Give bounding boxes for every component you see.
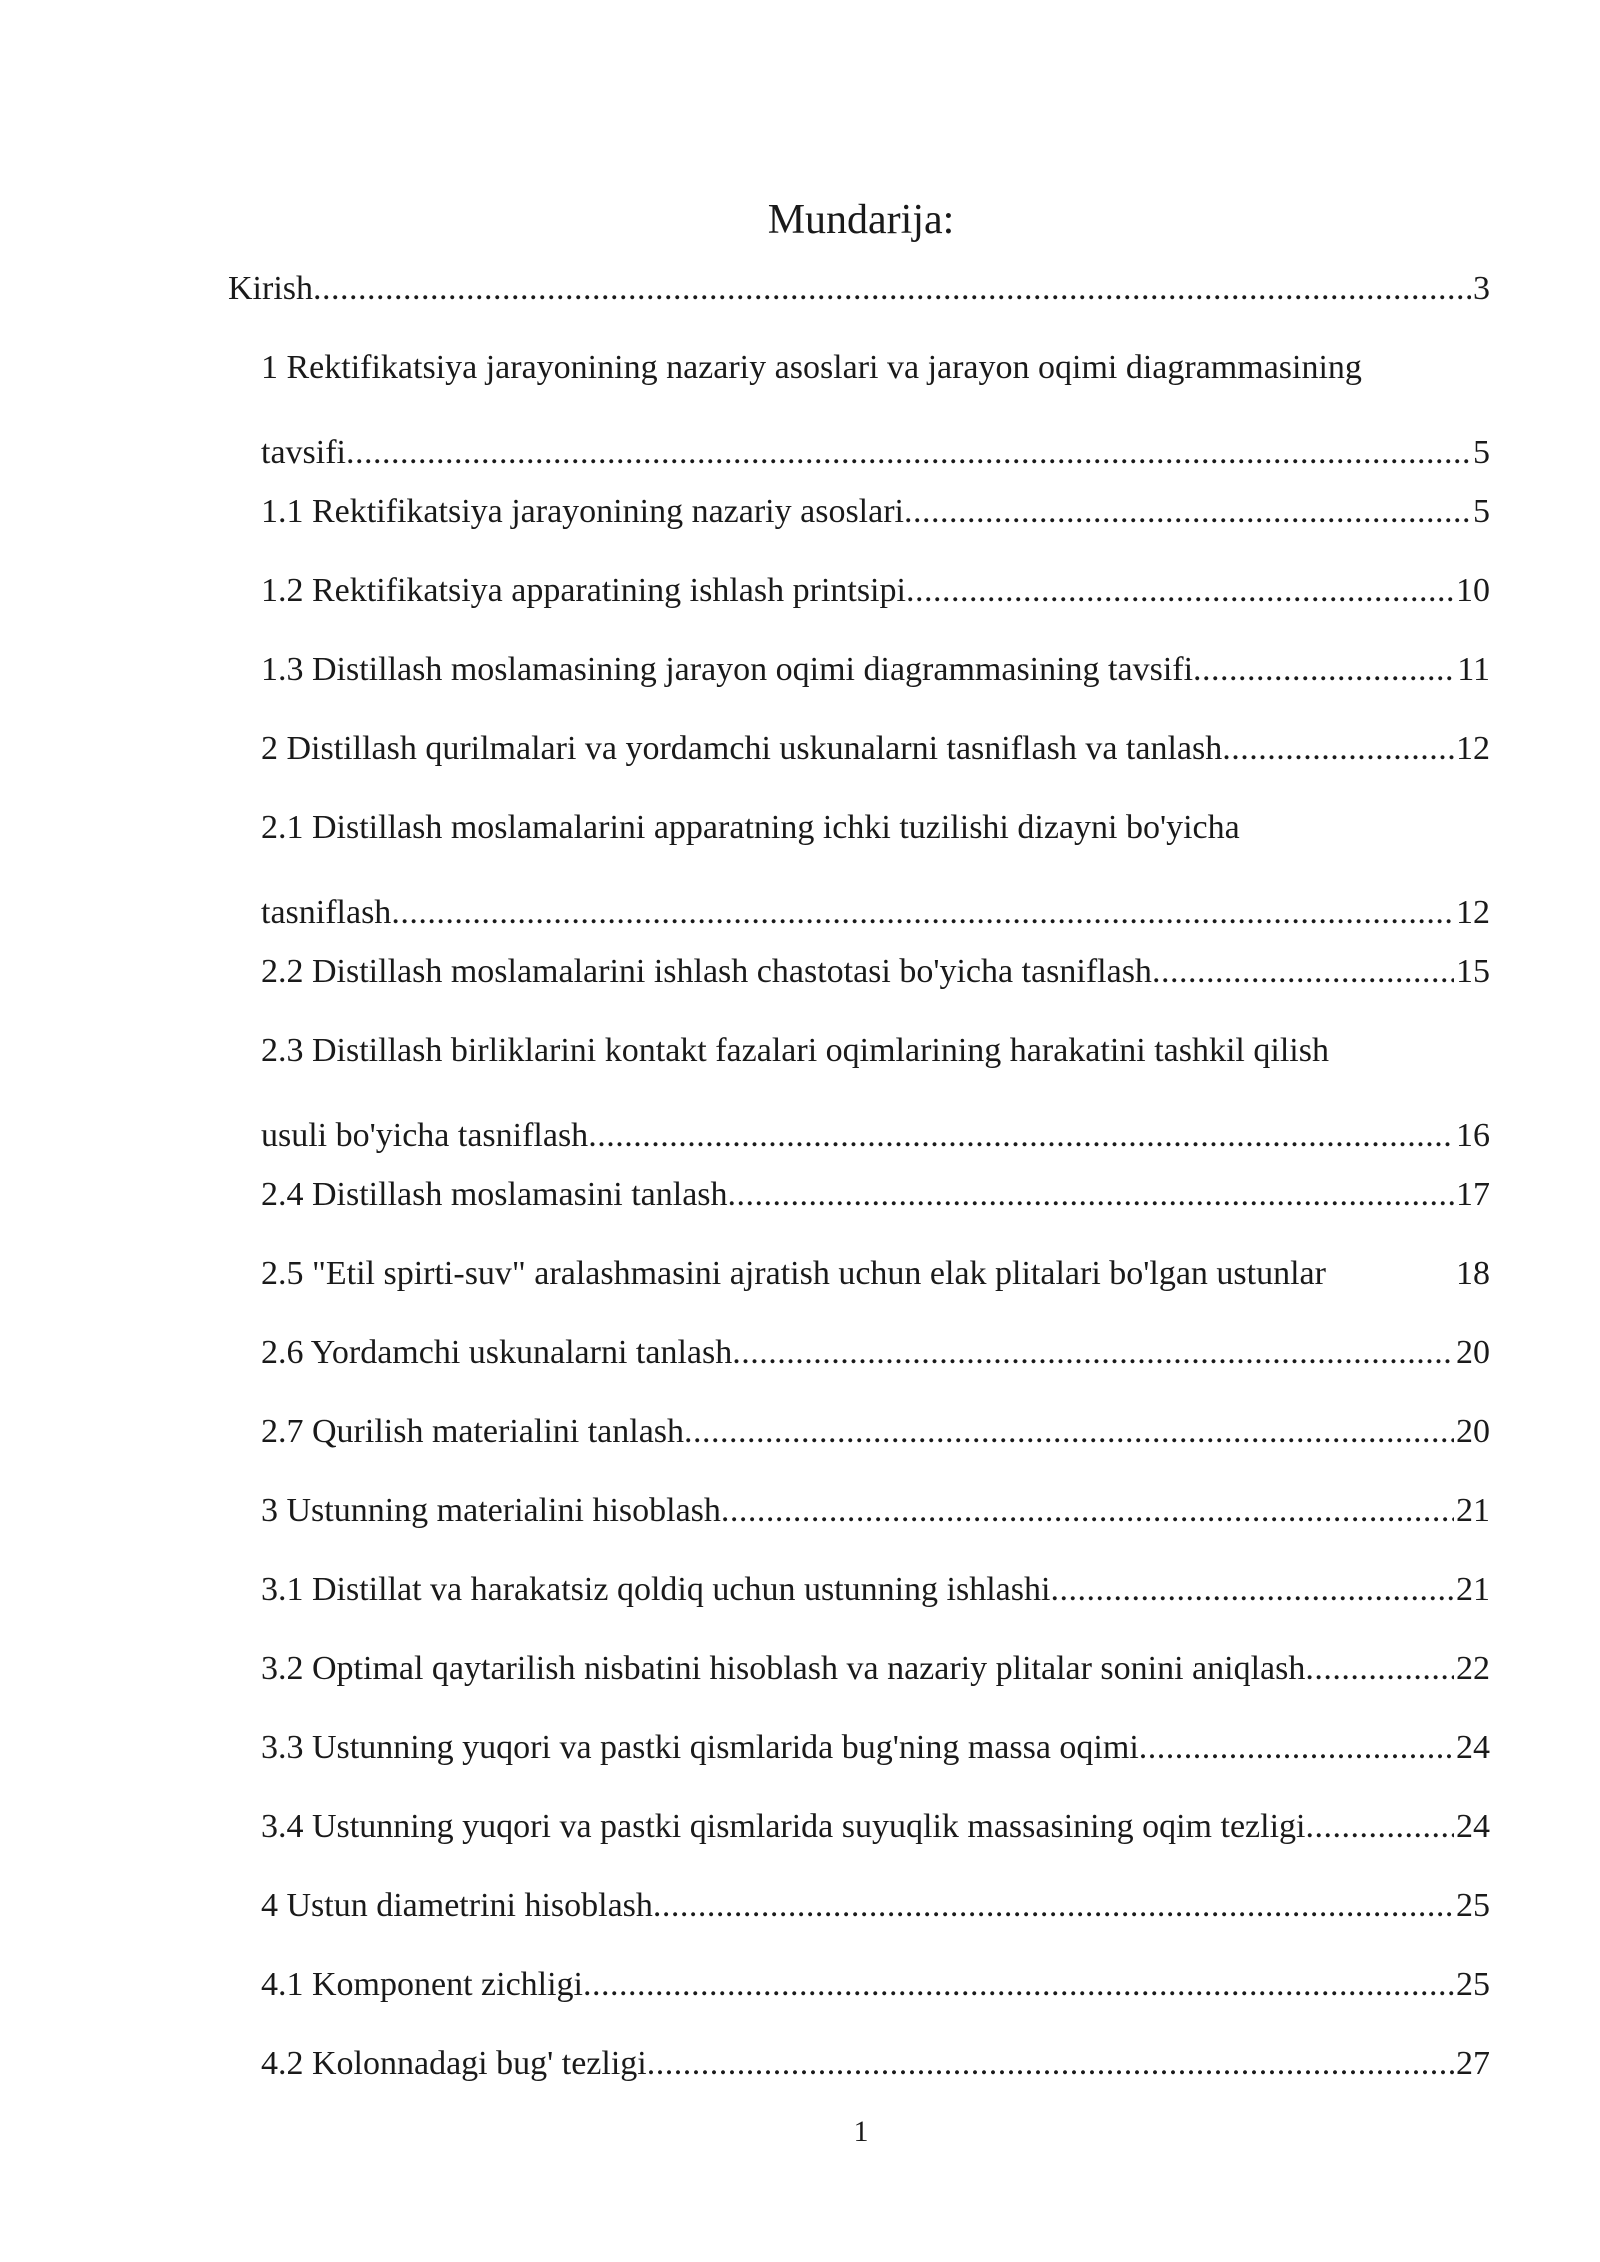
toc-entry-text: tavsifi	[261, 434, 346, 471]
toc-entry-line	[261, 1728, 1490, 1768]
toc-entry[interactable]	[228, 1024, 1490, 1168]
toc-entry-text: 2.2 Distillash moslamalarini ishlash chastotasi bo'yicha tasniflash	[261, 953, 1152, 990]
toc-entry-text: 3.3 Ustunning yuqori va pastki qismlarida bug'ning massa oqimi	[261, 1729, 1139, 1766]
toc-entry-line	[261, 1412, 1490, 1452]
dot-leader	[391, 893, 1454, 933]
dot-leader	[904, 492, 1471, 532]
toc-entry-line	[261, 1807, 1490, 1847]
toc-entry[interactable]	[228, 1484, 1490, 1563]
page-title: Mundarija:	[767, 197, 955, 243]
toc-entry-line	[261, 2044, 1490, 2084]
toc-page-number: 20	[1456, 1334, 1490, 1371]
toc-entry-text: 1 Rektifikatsiya jarayonining nazariy asoslari va jarayon oqimi diagrammasining	[261, 349, 1362, 386]
dot-leader	[647, 2044, 1454, 2084]
toc-entry[interactable]	[228, 945, 1490, 1024]
toc-entry-text: 2.7 Qurilish materialini tanlash	[261, 1413, 685, 1450]
toc-entry-line	[261, 1254, 1490, 1294]
dot-leader	[906, 571, 1454, 611]
toc-entry[interactable]	[228, 1326, 1490, 1405]
toc-entry-text: tasniflash	[261, 894, 392, 931]
toc-page-number: 24	[1456, 1729, 1490, 1766]
dot-leader	[583, 1965, 1454, 2005]
toc-entry-line	[261, 729, 1490, 769]
toc-entry[interactable]	[228, 1800, 1490, 1879]
toc-entry-line	[261, 650, 1490, 690]
toc-page-number: 11	[1457, 651, 1490, 688]
toc-entry[interactable]	[228, 801, 1490, 945]
toc-entry[interactable]	[228, 1958, 1490, 2037]
toc-entry-text: 1.3 Distillash moslamasining jarayon oqimi diagrammasining tavsifi	[261, 651, 1194, 688]
toc-entry-text: 4 Ustun diametrini hisoblash	[261, 1887, 653, 1924]
toc-entry-line	[261, 433, 1490, 473]
toc-entry-line	[228, 269, 1490, 309]
dot-leader	[313, 269, 1471, 309]
dot-leader	[1152, 952, 1454, 992]
toc-entry-text: 3 Ustunning materialini hisoblash	[261, 1492, 721, 1529]
toc-entry-text: Kirish	[228, 270, 313, 307]
toc-entry[interactable]	[228, 564, 1490, 643]
toc-entry-line	[261, 1886, 1490, 1926]
toc-entry[interactable]	[228, 1405, 1490, 1484]
toc-page-number: 18	[1456, 1255, 1490, 1292]
toc-page-number: 20	[1456, 1413, 1490, 1450]
toc-page-number: 17	[1456, 1176, 1490, 1213]
toc-entry-text: 2.1 Distillash moslamalarini apparatning ichki tuzilishi dizayni bo'yicha	[261, 809, 1240, 846]
toc-entry[interactable]	[228, 722, 1490, 801]
toc-entry-text: 1.2 Rektifikatsiya apparatining ishlash printsipi	[261, 572, 906, 609]
toc-entry-line	[261, 1491, 1490, 1531]
toc-page-number: 12	[1456, 894, 1490, 931]
toc-page-number: 22	[1456, 1650, 1490, 1687]
toc-entry-text: usuli bo'yicha tasniflash	[261, 1117, 589, 1154]
toc-page-number: 27	[1456, 2045, 1490, 2082]
toc-entry-text: 1.1 Rektifikatsiya jarayonining nazariy asoslari	[261, 493, 904, 530]
toc-entry[interactable]	[228, 1168, 1490, 1247]
toc-page-number: 5	[1473, 434, 1490, 471]
toc-page-number: 5	[1473, 493, 1490, 530]
dot-leader	[1050, 1570, 1454, 1610]
toc-entry-text: 2.5 "Etil spirti-suv" aralashmasini ajratish uchun elak plitalari bo'lgan ustunlar	[261, 1255, 1326, 1292]
toc-page-number: 12	[1456, 730, 1490, 767]
toc-entry-text: 4.2 Kolonnadagi bug' tezligi	[261, 2045, 647, 2082]
toc-entry-line	[261, 492, 1490, 532]
toc-entry[interactable]	[228, 2037, 1490, 2116]
toc-entry-text: 4.1 Komponent zichligi	[261, 1966, 584, 2003]
toc-entry[interactable]	[228, 1563, 1490, 1642]
toc-entry[interactable]	[228, 485, 1490, 564]
dot-leader	[653, 1886, 1454, 1926]
toc-entry-line	[261, 1570, 1490, 1610]
toc-entry-line	[261, 571, 1490, 611]
page-number: 1	[853, 2115, 869, 2148]
toc-entry-text: 2.3 Distillash birliklarini kontakt fazalari oqimlarining harakatini tashkil qilish	[261, 1032, 1329, 1069]
toc-entry-text: 3.1 Distillat va harakatsiz qoldiq uchun ustunning ishlashi	[261, 1571, 1051, 1608]
toc-entry-line	[261, 952, 1490, 992]
dot-leader	[728, 1175, 1454, 1215]
toc-page-number: 25	[1456, 1887, 1490, 1924]
toc-page-number: 3	[1473, 270, 1490, 307]
toc-page-number: 16	[1456, 1117, 1490, 1154]
toc-entry-line	[261, 1116, 1490, 1156]
toc-entry-line	[261, 893, 1490, 933]
toc-entry[interactable]	[228, 1879, 1490, 1958]
dot-leader	[346, 433, 1471, 473]
toc-entry-line	[261, 1333, 1490, 1373]
toc-entry[interactable]	[228, 262, 1490, 341]
dot-leader	[1193, 650, 1455, 690]
dot-leader	[684, 1412, 1454, 1452]
dot-leader	[721, 1491, 1454, 1531]
toc-page-number: 25	[1456, 1966, 1490, 2003]
table-of-contents	[228, 262, 1490, 2116]
toc-entry-text: 2 Distillash qurilmalari va yordamchi uskunalarni tasniflash va tanlash	[261, 730, 1223, 767]
toc-entry-text: 3.2 Optimal qaytarilish nisbatini hisoblash va nazariy plitalar sonini aniqlash	[261, 1650, 1306, 1687]
toc-entry-line	[261, 1175, 1490, 1215]
toc-entry[interactable]	[228, 1721, 1490, 1800]
toc-entry[interactable]	[228, 1247, 1490, 1326]
toc-page-number: 21	[1456, 1492, 1490, 1529]
toc-page-number: 21	[1456, 1571, 1490, 1608]
dot-leader	[588, 1116, 1454, 1156]
toc-entry[interactable]	[228, 1642, 1490, 1721]
toc-page-number: 24	[1456, 1808, 1490, 1845]
dot-leader	[732, 1333, 1454, 1373]
dot-leader	[1305, 1649, 1454, 1689]
toc-entry[interactable]	[228, 643, 1490, 722]
toc-entry-text: 2.6 Yordamchi uskunalarni tanlash	[261, 1334, 733, 1371]
toc-entry-text: 3.4 Ustunning yuqori va pastki qismlarida suyuqlik massasining oqim tezligi	[261, 1808, 1306, 1845]
toc-entry-line	[261, 1649, 1490, 1689]
toc-entry-line	[261, 1965, 1490, 2005]
dot-leader	[1139, 1728, 1454, 1768]
dot-leader	[1305, 1807, 1454, 1847]
toc-entry-text: 2.4 Distillash moslamasini tanlash	[261, 1176, 728, 1213]
toc-page-number: 10	[1456, 572, 1490, 609]
dot-leader	[1222, 729, 1454, 769]
toc-page-number: 15	[1456, 953, 1490, 990]
toc-entry[interactable]	[228, 341, 1490, 485]
